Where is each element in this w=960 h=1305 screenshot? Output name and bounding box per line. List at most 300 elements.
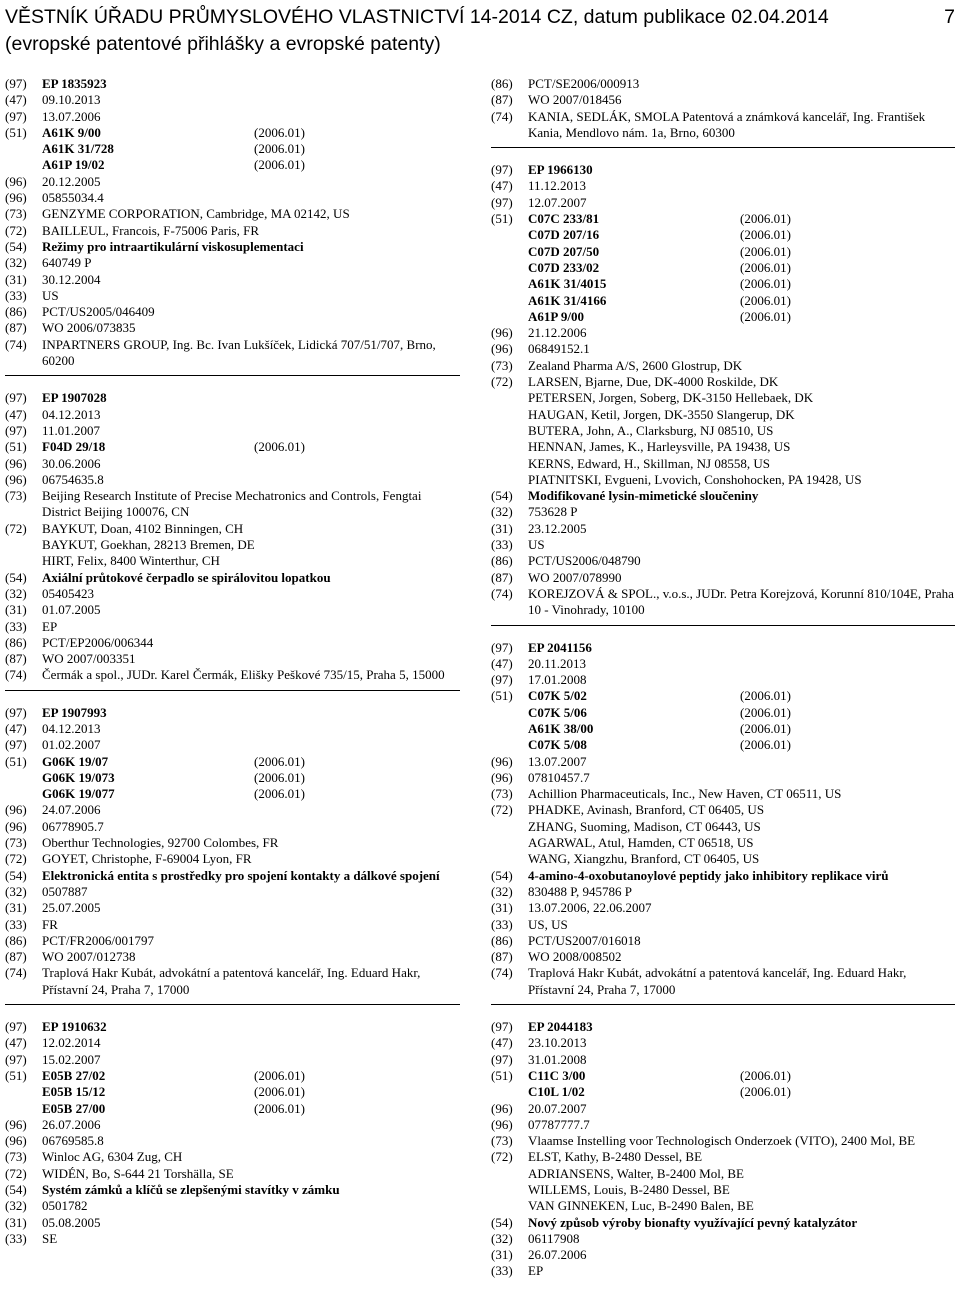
field-code: (32)	[491, 1230, 513, 1246]
field-code: (97)	[5, 737, 27, 753]
field-code: (72)	[5, 222, 27, 238]
field-value: 13.07.2006, 22.06.2007	[528, 900, 652, 916]
field-value: 26.07.2006	[42, 1116, 101, 1132]
field-row	[5, 272, 460, 288]
field-row	[5, 721, 460, 737]
field-row	[491, 195, 955, 211]
field-code: (73)	[5, 835, 27, 851]
field-value: 09.10.2013	[42, 92, 101, 108]
field-value: 30.12.2004	[42, 271, 101, 287]
field-row	[5, 802, 460, 818]
field-value: PCT/SE2006/000913	[528, 76, 640, 91]
field-code: (96)	[5, 471, 27, 487]
field-value-bold: Systém zámků a klíčů se zlepšenými stavítky v zámku	[42, 1182, 340, 1197]
classification-line	[42, 439, 460, 455]
field-row	[5, 705, 460, 721]
field-code: (87)	[5, 320, 27, 336]
field-value: US	[42, 287, 59, 303]
field-row	[491, 211, 955, 325]
field-row	[491, 1215, 955, 1231]
classification-version: (2006.01)	[254, 439, 305, 455]
field-code: (97)	[491, 162, 513, 178]
field-row	[5, 288, 460, 304]
field-value: 04.12.2013	[42, 406, 101, 422]
field-code: (96)	[491, 341, 513, 357]
field-value: 06849152.1	[528, 341, 590, 357]
entry-divider	[491, 625, 955, 626]
field-row	[491, 965, 955, 998]
field-row	[5, 206, 460, 222]
field-code: (73)	[491, 1133, 513, 1149]
field-value: WANG, Xiangzhu, Branford, CT 06405, US	[528, 851, 760, 867]
field-row	[491, 933, 955, 949]
field-row	[5, 1019, 460, 1035]
field-code: (97)	[491, 194, 513, 210]
field-value: 15.02.2007	[42, 1051, 101, 1067]
field-row	[491, 819, 955, 835]
field-value: US	[528, 537, 545, 553]
field-row	[491, 1052, 955, 1068]
field-value: BUTERA, John, A., Clarksburg, NJ 08510, US	[528, 422, 774, 438]
classification-version: (2006.01)	[740, 276, 791, 292]
field-value: US, US	[528, 916, 568, 932]
field-row	[5, 1215, 460, 1231]
field-row	[491, 1019, 955, 1035]
patent-entry	[491, 1019, 955, 1280]
field-value: 23.12.2005	[528, 520, 587, 536]
field-value-bold: EP 1907028	[42, 390, 107, 406]
field-code: (74)	[491, 108, 513, 124]
field-row	[491, 835, 955, 851]
classification-line	[42, 786, 460, 802]
field-row	[491, 851, 955, 867]
field-value: 06778905.7	[42, 818, 104, 834]
field-value-bold: Režimy pro intraartikulární viskosuplementaci	[42, 238, 304, 254]
field-code: (74)	[5, 965, 27, 981]
field-row	[491, 1198, 955, 1214]
field-value: ELST, Kathy, B-2480 Dessel, BE	[528, 1149, 703, 1165]
field-code: (47)	[5, 720, 27, 736]
field-code: (74)	[491, 585, 513, 601]
classification-line	[528, 211, 955, 227]
field-code: (47)	[5, 1035, 27, 1051]
field-row	[491, 688, 955, 753]
classification-code: G06K 19/077	[42, 786, 115, 802]
field-value: WIDÉN, Bo, S-644 21 Torshälla, SE	[42, 1165, 234, 1181]
classification-version: (2006.01)	[254, 1100, 305, 1116]
field-value: 0501782	[42, 1198, 88, 1214]
field-code: (96)	[491, 1100, 513, 1116]
field-value: 13.07.2007	[528, 753, 587, 769]
field-value: PCT/US2005/046409	[42, 304, 155, 320]
field-row	[5, 570, 460, 586]
field-code: (32)	[5, 883, 27, 899]
entry-divider	[491, 147, 955, 148]
field-code: (51)	[491, 688, 513, 704]
field-value: 21.12.2006	[528, 325, 587, 341]
patent-entry	[5, 1019, 460, 1247]
field-value-bold: EP 2044183	[528, 1019, 593, 1035]
field-row	[491, 1035, 955, 1051]
field-code: (73)	[5, 206, 27, 222]
classification-code: C10L 1/02	[528, 1084, 585, 1100]
field-value: AGARWAL, Atul, Hamden, CT 06518, US	[528, 835, 754, 851]
classification-code: E05B 27/00	[42, 1100, 106, 1116]
field-row	[5, 407, 460, 423]
field-code: (31)	[5, 900, 27, 916]
field-code: (51)	[5, 439, 27, 455]
field-row	[491, 917, 955, 933]
field-row	[491, 521, 955, 537]
field-code: (31)	[491, 900, 513, 916]
field-row	[491, 109, 955, 142]
field-value: HAUGAN, Ketil, Jorgen, DK-3550 Slangerup, DK	[528, 406, 795, 422]
classification-version: (2006.01)	[254, 157, 305, 173]
field-code: (96)	[5, 802, 27, 818]
field-row	[5, 965, 460, 998]
field-row	[5, 337, 460, 370]
field-value: WO 2007/003351	[42, 651, 136, 667]
entry-divider	[5, 375, 460, 376]
field-row	[5, 390, 460, 406]
field-code: (74)	[5, 336, 27, 352]
field-value: 640749 P	[42, 255, 92, 271]
field-row	[5, 1035, 460, 1051]
field-value: 01.02.2007	[42, 737, 101, 753]
field-value: WO 2007/078990	[528, 569, 622, 585]
field-row	[5, 255, 460, 271]
field-value: 11.01.2007	[42, 422, 101, 438]
field-code: (87)	[5, 651, 27, 667]
field-row	[491, 504, 955, 520]
classification-version: (2006.01)	[254, 786, 305, 802]
field-code: (51)	[5, 753, 27, 769]
field-value: 31.01.2008	[528, 1051, 587, 1067]
field-code: (72)	[491, 802, 513, 818]
classification-line	[528, 1068, 955, 1084]
field-row	[5, 667, 460, 683]
classification-code: G06K 19/073	[42, 769, 115, 785]
field-code: (97)	[5, 108, 27, 124]
field-code: (87)	[491, 569, 513, 585]
field-value: 0507887	[42, 883, 88, 899]
patent-entry	[5, 76, 460, 369]
field-code: (54)	[491, 867, 513, 883]
field-code: (54)	[5, 1182, 27, 1197]
field-code: (86)	[5, 932, 27, 948]
field-row	[5, 488, 460, 521]
field-code: (54)	[491, 1214, 513, 1230]
field-value-bold: Modifikované lysin-mimetické sloučeniny	[528, 488, 759, 504]
field-row	[491, 786, 955, 802]
field-row	[5, 933, 460, 949]
entry-divider	[5, 690, 460, 691]
patent-entry	[491, 162, 955, 618]
field-row	[5, 109, 460, 125]
field-value: SE	[42, 1230, 58, 1246]
classification-line	[528, 260, 955, 276]
classification-code: G06K 19/07	[42, 753, 109, 769]
patent-entry	[491, 76, 955, 141]
field-value: Oberthur Technologies, 92700 Colombes, FR	[42, 835, 279, 851]
field-code: (72)	[491, 374, 513, 390]
classification-line	[528, 244, 955, 260]
right-column	[491, 76, 955, 1305]
field-row	[491, 884, 955, 900]
field-value-bold: EP 1835923	[42, 76, 107, 91]
classification-code: A61K 9/00	[42, 124, 101, 140]
classification-version: (2006.01)	[740, 259, 791, 275]
field-value: GOYET, Christophe, F-69004 Lyon, FR	[42, 851, 252, 867]
classification-line	[528, 737, 955, 753]
field-code: (54)	[491, 488, 513, 504]
classification-version: (2006.01)	[254, 124, 305, 140]
classification-line	[528, 1084, 955, 1100]
field-row	[5, 1133, 460, 1149]
field-code: (87)	[491, 949, 513, 965]
field-row	[5, 423, 460, 439]
field-value: FR	[42, 916, 58, 932]
field-row	[5, 92, 460, 108]
field-code: (33)	[491, 537, 513, 553]
field-value: KERNS, Edward, H., Skillman, NJ 08558, US	[528, 455, 770, 471]
field-row	[5, 1052, 460, 1068]
field-row	[5, 456, 460, 472]
field-row	[491, 407, 955, 423]
classification-code: A61K 31/4015	[528, 276, 607, 292]
classification-line	[42, 1101, 460, 1117]
field-value: 30.06.2006	[42, 455, 101, 471]
field-code: (97)	[491, 639, 513, 655]
field-value: WO 2006/073835	[42, 320, 136, 336]
classification-line	[528, 309, 955, 325]
field-value: Traplová Hakr Kubát, advokátní a patentová kancelář, Ing. Eduard Hakr, Přístavní 24, Praha 7, 17000	[528, 965, 907, 997]
field-value: 11.12.2013	[528, 178, 587, 194]
field-value: LARSEN, Bjarne, Due, DK-4000 Roskilde, DK	[528, 374, 779, 390]
field-row	[491, 900, 955, 916]
field-code: (96)	[5, 818, 27, 834]
field-code: (97)	[5, 76, 27, 91]
field-row	[491, 586, 955, 619]
field-code: (31)	[491, 1247, 513, 1263]
field-value: WILLEMS, Louis, B-2480 Dessel, BE	[528, 1182, 730, 1197]
field-value: KANIA, SEDLÁK, SMOLA Patentová a známková kancelář, Ing. František Kania, Mendlovo nám. 1a, Brno, 60300	[528, 108, 926, 140]
field-code: (31)	[5, 602, 27, 618]
field-value: 12.02.2014	[42, 1035, 101, 1051]
field-value: Winloc AG, 6304 Zug, CH	[42, 1149, 183, 1165]
field-code: (51)	[5, 124, 27, 140]
classification-line	[42, 1068, 460, 1084]
field-row	[491, 390, 955, 406]
classification-version: (2006.01)	[740, 688, 791, 704]
page-header	[5, 4, 955, 58]
field-value: BAYKUT, Goekhan, 28213 Bremen, DE	[42, 537, 255, 553]
field-row	[491, 656, 955, 672]
field-value: Čermák a spol., JUDr. Karel Čermák, Elišky Peškové 735/15, Praha 5, 15000	[42, 667, 445, 683]
field-value: 830488 P, 945786 P	[528, 883, 633, 899]
field-value: Vlaamse Instelling voor Technologisch Onderzoek (VITO), 2400 Mol, BE	[528, 1133, 916, 1149]
field-value: WO 2008/008502	[528, 949, 622, 965]
field-row	[491, 456, 955, 472]
classification-code: A61K 31/728	[42, 141, 114, 157]
classification-version: (2006.01)	[740, 308, 791, 324]
field-row	[5, 635, 460, 651]
field-row	[5, 239, 460, 255]
field-value: ADRIANSENS, Walter, B-2400 Mol, BE	[528, 1165, 744, 1181]
field-row	[491, 488, 955, 504]
field-code: (96)	[5, 173, 27, 189]
field-value-bold: Nový způsob výroby bionafty využívající pevný katalyzátor	[528, 1214, 858, 1230]
field-value-bold: EP 2041156	[528, 639, 592, 655]
field-code: (96)	[5, 190, 27, 206]
field-row	[491, 439, 955, 455]
field-row	[5, 553, 460, 569]
field-code: (47)	[5, 92, 27, 108]
classification-line	[528, 721, 955, 737]
field-value: 05405423	[42, 585, 94, 601]
classification-code: C07D 207/50	[528, 243, 600, 259]
field-code: (51)	[5, 1067, 27, 1083]
classification-code: A61K 38/00	[528, 720, 594, 736]
field-row	[5, 472, 460, 488]
field-row	[491, 472, 955, 488]
classification-line	[528, 227, 955, 243]
field-row	[5, 1166, 460, 1182]
field-value: 24.07.2006	[42, 802, 101, 818]
left-column	[5, 76, 460, 1272]
field-code: (47)	[5, 406, 27, 422]
field-code: (72)	[5, 520, 27, 536]
field-row	[491, 1133, 955, 1149]
field-value: 23.10.2013	[528, 1035, 587, 1051]
classification-code: C07D 207/16	[528, 227, 600, 243]
field-value: 20.07.2007	[528, 1100, 587, 1116]
classification-code: C07D 233/02	[528, 259, 600, 275]
field-row	[491, 1166, 955, 1182]
journal-subtitle: (evropské patentové přihlášky a evropské patenty)	[5, 33, 441, 55]
field-code: (51)	[491, 1067, 513, 1083]
field-code: (86)	[491, 553, 513, 569]
classification-version: (2006.01)	[740, 704, 791, 720]
field-row	[491, 358, 955, 374]
field-value: PCT/EP2006/006344	[42, 634, 154, 650]
classification-code: C07C 233/81	[528, 211, 600, 227]
field-row	[491, 1149, 955, 1165]
field-code: (47)	[491, 655, 513, 671]
classification-version: (2006.01)	[740, 1084, 791, 1100]
field-row	[5, 651, 460, 667]
field-row	[5, 900, 460, 916]
field-code: (96)	[491, 769, 513, 785]
field-value: WO 2007/012738	[42, 949, 136, 965]
field-value-bold: EP 1966130	[528, 162, 593, 178]
classification-code: F04D 29/18	[42, 439, 106, 455]
field-row	[5, 737, 460, 753]
field-code: (31)	[5, 1214, 27, 1230]
field-value: 20.12.2005	[42, 173, 101, 189]
field-row	[5, 1149, 460, 1165]
field-value: 04.12.2013	[42, 720, 101, 736]
field-value: PCT/FR2006/001797	[42, 932, 154, 948]
field-code: (33)	[5, 1230, 27, 1246]
field-value: HIRT, Felix, 8400 Winterthur, CH	[42, 553, 220, 569]
classification-code: C07K 5/02	[528, 688, 587, 704]
field-value: 13.07.2006	[42, 108, 101, 124]
field-code: (32)	[5, 585, 27, 601]
field-row	[5, 917, 460, 933]
field-value: 06754635.8	[42, 471, 104, 487]
field-row	[491, 868, 955, 884]
field-row	[5, 1068, 460, 1117]
field-row	[5, 835, 460, 851]
field-value: HENNAN, James, K., Harleysville, PA 19438, US	[528, 439, 791, 455]
classification-line	[528, 276, 955, 292]
field-row	[5, 537, 460, 553]
field-code: (86)	[491, 932, 513, 948]
field-code: (73)	[491, 357, 513, 373]
field-code: (73)	[5, 488, 27, 504]
field-code: (54)	[5, 867, 27, 883]
field-row	[5, 439, 460, 455]
field-row	[491, 770, 955, 786]
field-row	[491, 640, 955, 656]
field-value: 05.08.2005	[42, 1214, 101, 1230]
field-value: EP	[42, 618, 58, 634]
field-row	[491, 537, 955, 553]
field-code: (33)	[491, 1263, 513, 1279]
field-value: 07787777.7	[528, 1116, 590, 1132]
field-value: 05855034.4	[42, 190, 104, 206]
field-value: 12.07.2007	[528, 194, 587, 210]
field-code: (32)	[5, 1198, 27, 1214]
field-code: (32)	[5, 255, 27, 271]
field-row	[491, 1117, 955, 1133]
field-code: (72)	[491, 1149, 513, 1165]
field-row	[491, 341, 955, 357]
field-value: PIATNITSKI, Evgueni, Lvovich, Conshohocken, PA 19428, US	[528, 471, 862, 487]
field-row	[491, 1101, 955, 1117]
field-code: (97)	[491, 1019, 513, 1035]
field-value-bold: Axiální průtokové čerpadlo se spirálovitou lopatkou	[42, 569, 331, 585]
field-row	[491, 754, 955, 770]
classification-version: (2006.01)	[740, 737, 791, 753]
classification-version: (2006.01)	[740, 720, 791, 736]
field-code: (73)	[491, 786, 513, 802]
field-code: (97)	[491, 672, 513, 688]
field-code: (97)	[5, 1019, 27, 1035]
classification-code: A61K 31/4166	[528, 292, 607, 308]
classification-version: (2006.01)	[254, 141, 305, 157]
field-row	[5, 754, 460, 803]
field-value-bold: 4-amino-4-oxobutanoylové peptidy jako inhibitory replikace virů	[528, 867, 889, 883]
field-value: Beijing Research Institute of Precise Mechatronics and Controls, Fengtai District Beijing 100076, CN	[42, 488, 422, 520]
field-value: ZHANG, Suoming, Madison, CT 06443, US	[528, 818, 761, 834]
field-row	[5, 819, 460, 835]
field-row	[5, 223, 460, 239]
field-value: Achillion Pharmaceuticals, Inc., New Haven, CT 06511, US	[528, 786, 842, 802]
classification-line	[42, 770, 460, 786]
field-code: (97)	[5, 390, 27, 406]
entry-divider	[491, 1004, 955, 1005]
field-code: (96)	[5, 455, 27, 471]
patent-entry	[491, 640, 955, 999]
field-code: (96)	[5, 1133, 27, 1149]
field-code: (54)	[5, 569, 27, 585]
field-code: (32)	[491, 883, 513, 899]
classification-line	[528, 293, 955, 309]
field-value: 06769585.8	[42, 1133, 104, 1149]
field-code: (87)	[5, 949, 27, 965]
